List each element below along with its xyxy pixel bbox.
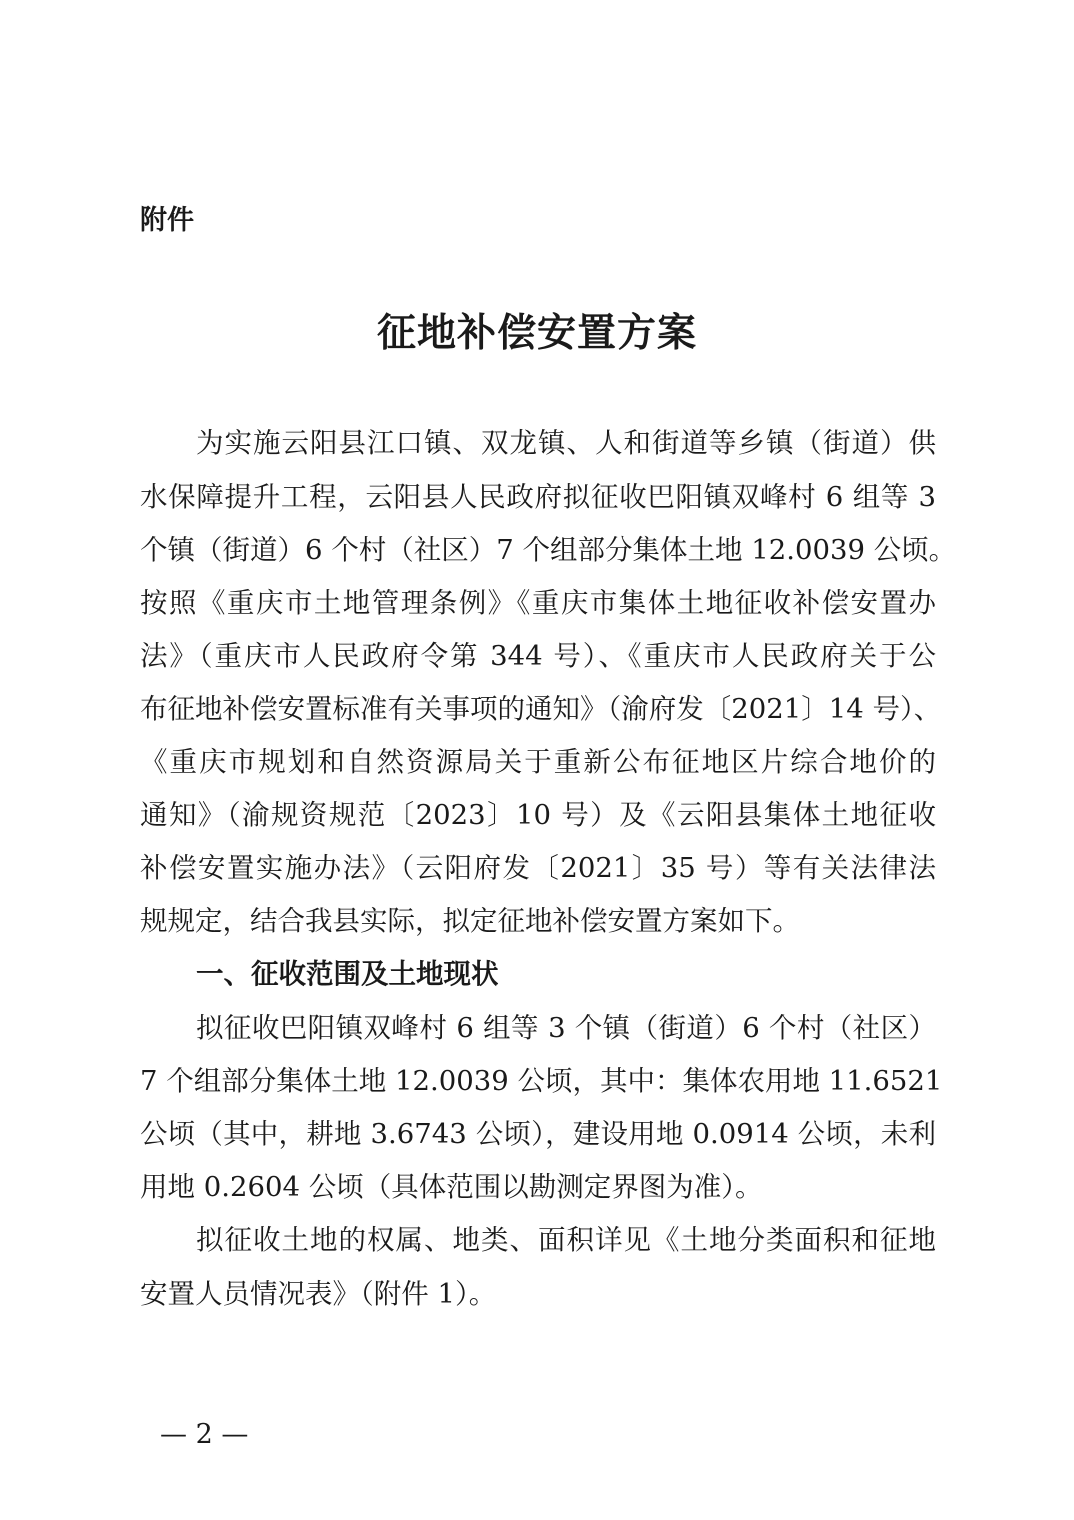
intro-line: 个镇（街道）6 个村（社区）7 个组部分集体土地 12.0039 公顷。 [140,534,957,566]
section-heading: 一、征收范围及土地现状 [196,958,499,990]
section-line: 用地 0.2604 公顷（具体范围以勘测定界图为准）。 [140,1171,763,1203]
intro-line: 补偿安置实施办法》（云阳府发〔2021〕35 号）等有关法律法 [140,852,936,884]
section-line: 拟征收土地的权属、地类、面积详见《土地分类面积和征地 [196,1224,936,1256]
intro-line: 法》（重庆市人民政府令第 344 号）、《重庆市人民政府关于公 [140,640,936,672]
intro-line: 为实施云阳县江口镇、双龙镇、人和街道等乡镇（街道）供 [196,427,936,459]
page-number: — 2 — [160,1419,249,1450]
intro-line: 《重庆市规划和自然资源局关于重新公布征地区片综合地价的 [140,746,936,778]
intro-line: 按照《重庆市土地管理条例》《重庆市集体土地征收补偿安置办 [140,587,936,619]
section-line: 7 个组部分集体土地 12.0039 公顷，其中：集体农用地 11.6521 [140,1065,943,1097]
intro-line: 布征地补偿安置标准有关事项的通知》（渝府发〔2021〕14 号）、 [140,693,942,725]
intro-line: 规规定，结合我县实际，拟定征地补偿安置方案如下。 [140,905,800,937]
attachment-label: 附件 [140,205,194,236]
section-line: 安置人员情况表》（附件 1）。 [140,1278,497,1310]
document-title: 征地补偿安置方案 [376,310,697,356]
intro-line: 通知》（渝规资规范〔2023〕10 号）及《云阳县集体土地征收 [140,799,936,831]
intro-line: 水保障提升工程，云阳县人民政府拟征收巴阳镇双峰村 6 组等 3 [140,481,936,513]
section-line: 公顷（其中，耕地 3.6743 公顷），建设用地 0.0914 公顷，未利 [140,1118,936,1150]
section-line: 拟征收巴阳镇双峰村 6 组等 3 个镇（街道）6 个村（社区） [196,1012,936,1044]
